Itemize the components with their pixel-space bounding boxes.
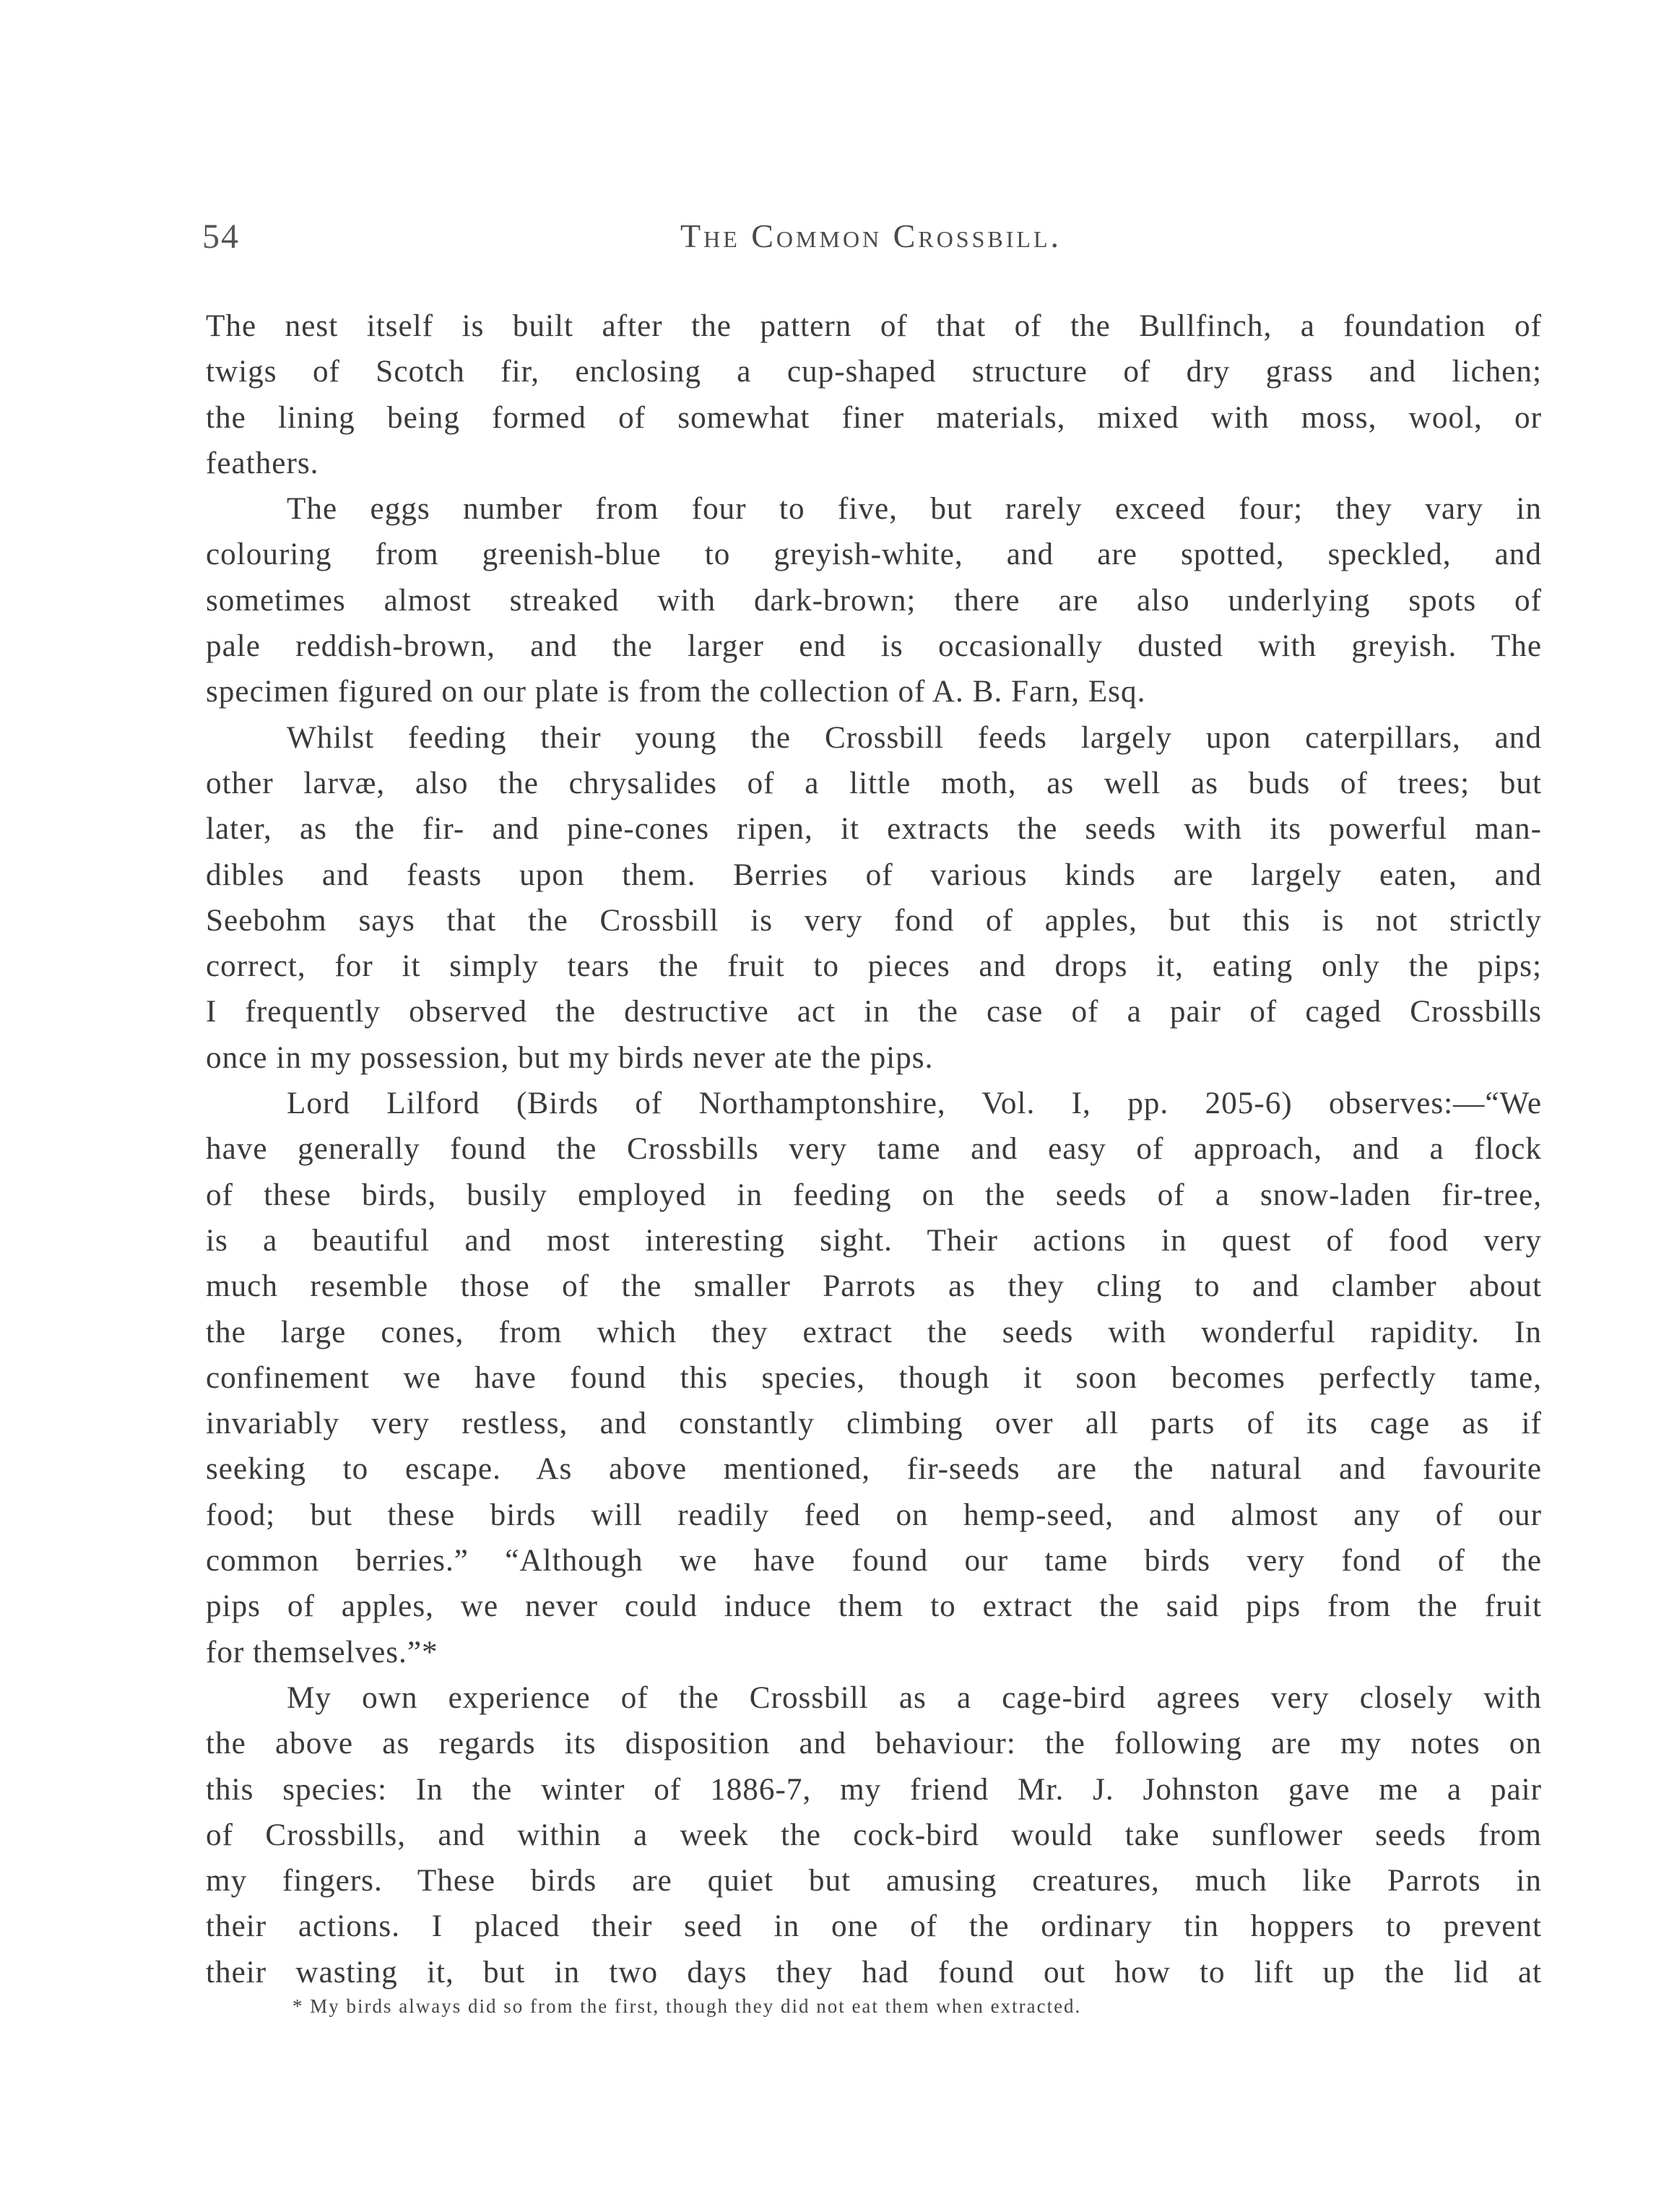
text-line: sometimes almost streaked with dark-brown; there are also underlying spots of xyxy=(206,583,1542,618)
footnote: * My birds always did so from the first, though they did not eat them when extracted. xyxy=(292,1995,1082,2017)
body-text xyxy=(206,303,1542,1995)
text-line: Seebohm says that the Crossbill is very fond of apples, but this is not strictly xyxy=(206,903,1542,938)
text-line: The eggs number from four to five, but rarely exceed four; they vary in xyxy=(287,492,1542,527)
text-line: correct, for it simply tears the fruit to pieces and drops it, eating only the pips; xyxy=(206,949,1542,984)
text-line: is a beautiful and most interesting sight. Their actions in quest of food very xyxy=(206,1223,1542,1258)
text-line: the lining being formed of somewhat finer materials, mixed with moss, wool, or xyxy=(206,400,1542,435)
text-line: of Crossbills, and within a week the cock-bird would take sunflower seeds from xyxy=(206,1818,1542,1852)
text-line: invariably very restless, and constantly climbing over all parts of its cage as if xyxy=(206,1407,1542,1441)
text-line: the above as regards its disposition and behaviour: the following are my notes on xyxy=(206,1727,1542,1761)
text-line: once in my possession, but my birds never ate the pips. xyxy=(206,1040,934,1075)
text-line: The nest itself is built after the pattern of that of the Bullfinch, a foundation of xyxy=(206,309,1542,343)
text-line: their wasting it, but in two days they had found out how to lift up the lid at xyxy=(206,1955,1542,1989)
text-line: later, as the fir- and pine-cones ripen, it extracts the seeds with its powerful man- xyxy=(206,812,1542,847)
text-line: specimen figured on our plate is from the collection of A. B. Farn, Esq. xyxy=(206,675,1146,709)
text-line: the large cones, from which they extract the seeds with wonderful rapidity. In xyxy=(206,1315,1542,1349)
text-line: their actions. I placed their seed in one of the ordinary tin hoppers to prevent xyxy=(206,1909,1542,1944)
text-line: pips of apples, we never could induce them to extract the said pips from the fruit xyxy=(206,1589,1542,1624)
text-line: common berries.” “Although we have found our tame birds very fond of the xyxy=(206,1544,1542,1578)
text-line: pale reddish-brown, and the larger end is occasionally dusted with greyish. The xyxy=(206,629,1542,664)
text-line: my fingers. These birds are quiet but amusing creatures, much like Parrots in xyxy=(206,1864,1542,1898)
text-line: twigs of Scotch fir, enclosing a cup-shaped structure of dry grass and lichen; xyxy=(206,355,1542,389)
page-number: 54 xyxy=(202,217,240,256)
text-line: My own experience of the Crossbill as a cage-bird agrees very closely with xyxy=(287,1680,1542,1715)
text-line: Lord Lilford (Birds of Northamptonshire, Vol. I, pp. 205-6) observes:—“We xyxy=(287,1086,1542,1121)
text-line: dibles and feasts upon them. Berries of various kinds are largely eaten, and xyxy=(206,857,1542,892)
text-line: seeking to escape. As above mentioned, fir-seeds are the natural and favourite xyxy=(206,1452,1542,1487)
text-line: colouring from greenish-blue to greyish-white, and are spotted, speckled, and xyxy=(206,537,1542,572)
text-line: for themselves.”* xyxy=(206,1635,438,1669)
text-line: of these birds, busily employed in feeding on the seeds of a snow-laden fir-tree, xyxy=(206,1178,1542,1212)
text-line: this species: In the winter of 1886-7, my friend Mr. J. Johnston gave me a pair xyxy=(206,1772,1542,1807)
running-title: The Common Crossbill. xyxy=(680,217,1062,254)
text-line: I frequently observed the destructive act in the case of a pair of caged Crossbills xyxy=(206,995,1542,1029)
text-line: other larvæ, also the chrysalides of a little moth, as well as buds of trees; but xyxy=(206,766,1542,800)
text-line: much resemble those of the smaller Parrots as they cling to and clamber about xyxy=(206,1269,1542,1304)
text-line: have generally found the Crossbills very tame and easy of approach, and a flock xyxy=(206,1132,1542,1167)
text-line: Whilst feeding their young the Crossbill feeds largely upon caterpillars, and xyxy=(287,720,1542,755)
text-line: confinement we have found this species, though it soon becomes perfectly tame, xyxy=(206,1360,1542,1395)
text-line: feathers. xyxy=(206,446,319,480)
running-head xyxy=(202,217,1540,267)
text-line: food; but these birds will readily feed on hemp-seed, and almost any of our xyxy=(206,1498,1542,1532)
